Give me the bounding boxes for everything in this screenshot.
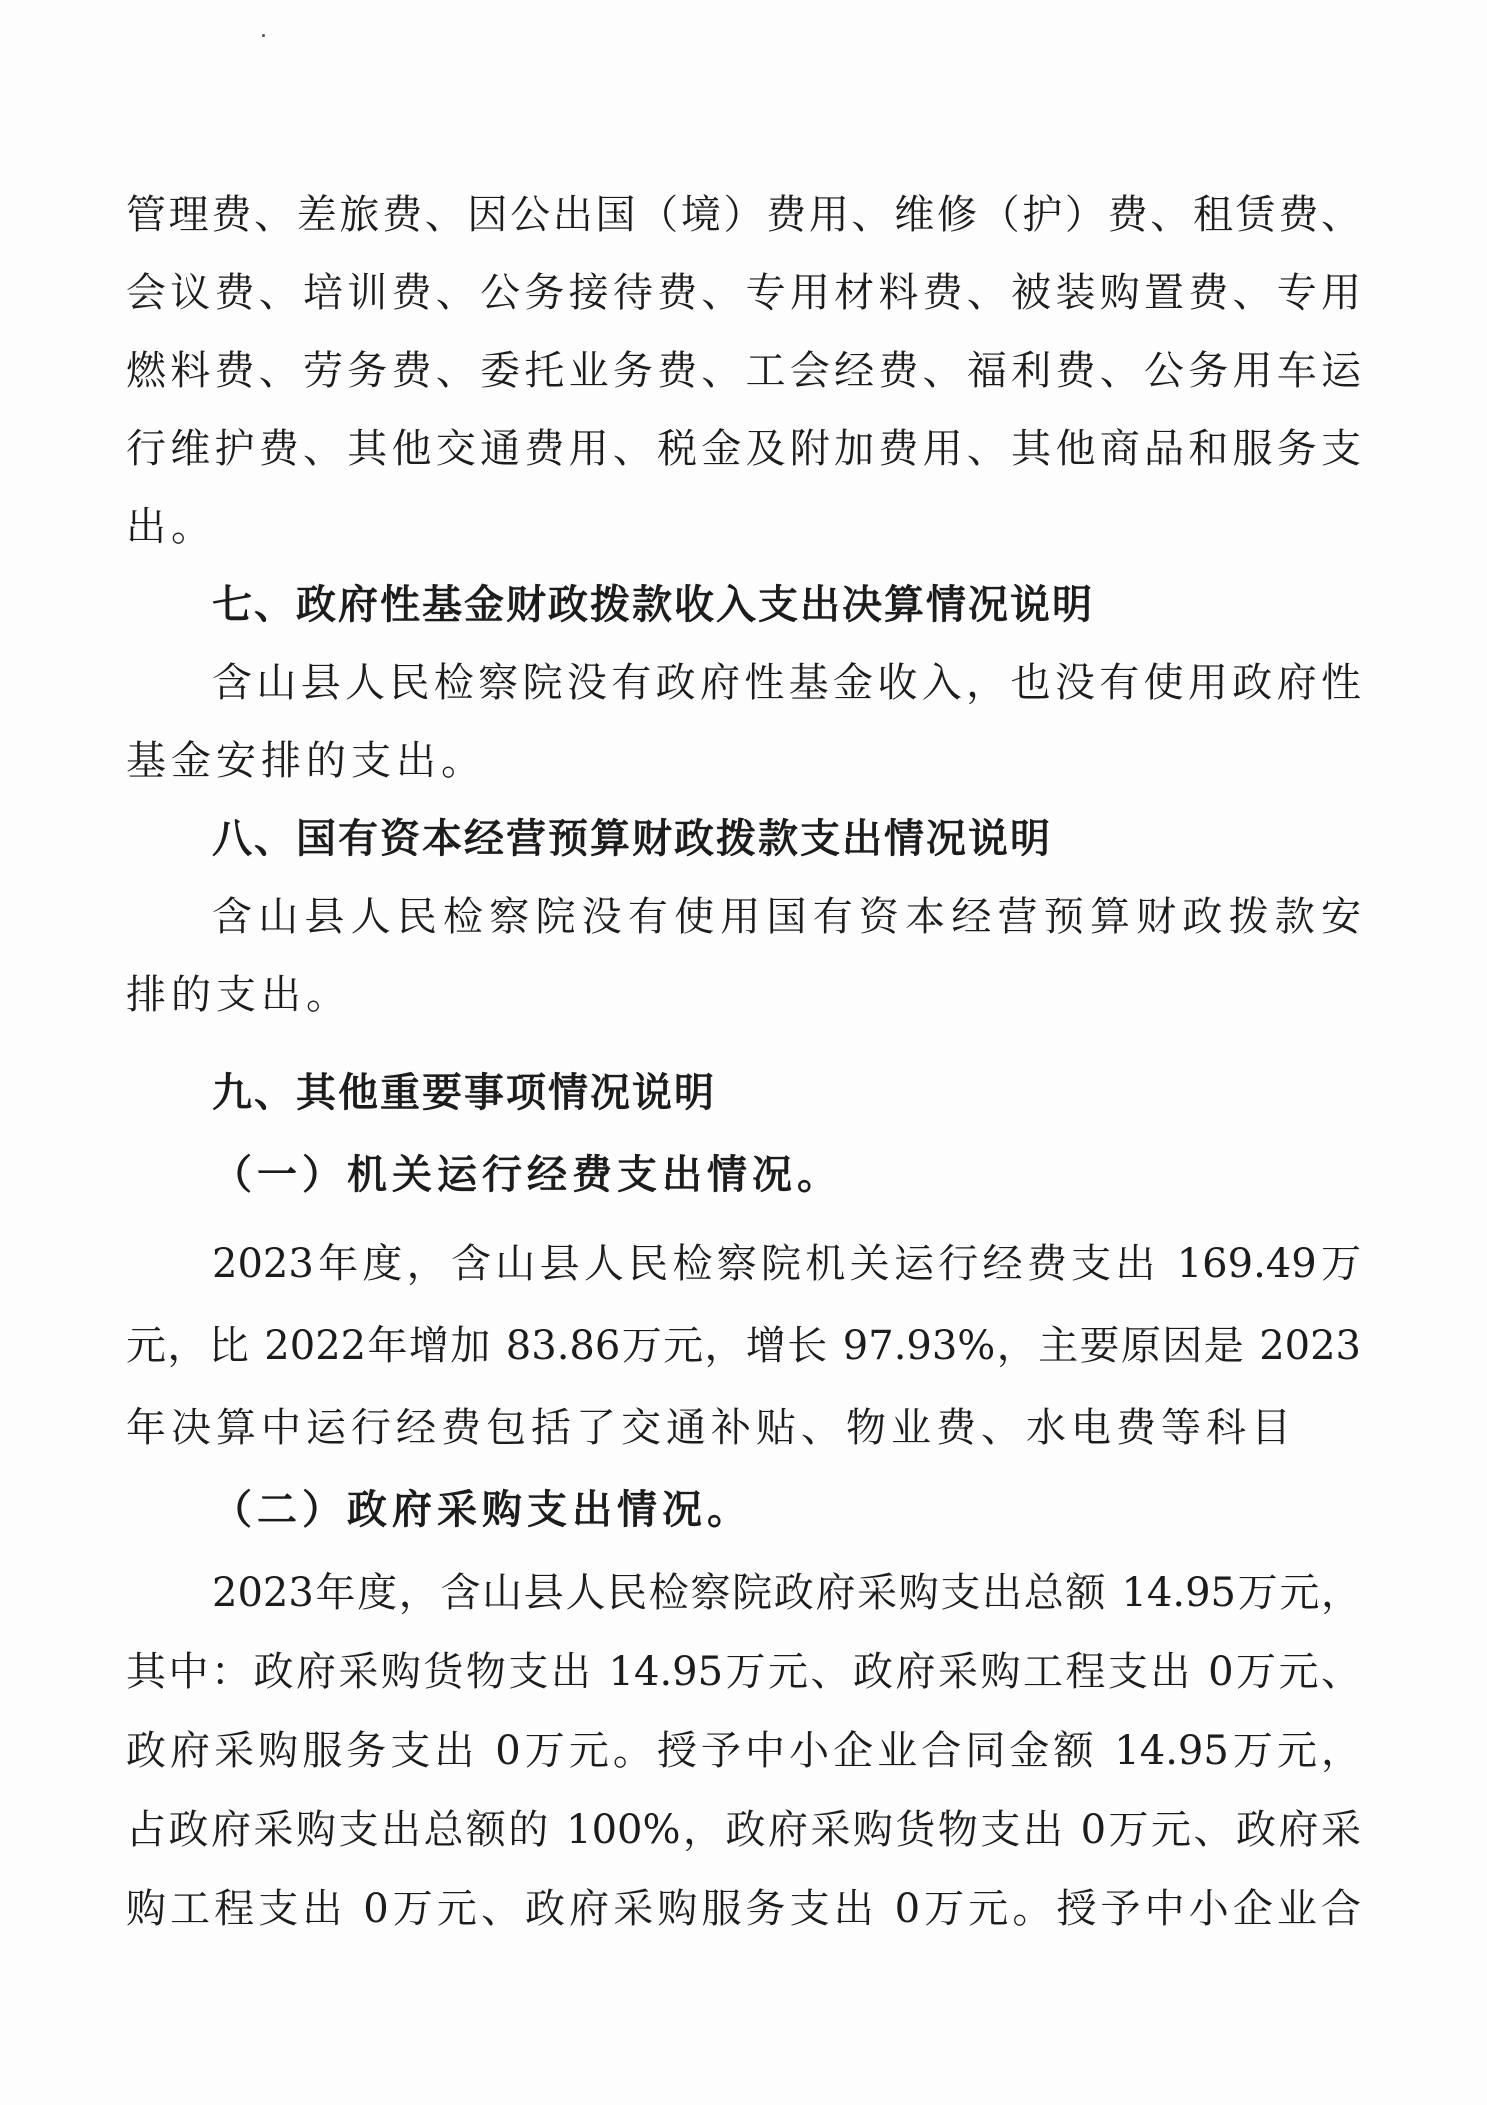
section-heading-7: 七、政府性基金财政拨款收入支出决算情况说明 [212,582,1094,628]
body-line: 基金安排的支出。 [126,738,486,784]
body-line: 出。 [126,504,216,550]
body-line: 政府采购服务支出 0万元。授予中小企业合同金额 14.95万元， [126,1728,1361,1774]
body-line: 其中：政府采购货物支出 14.95万元、政府采购工程支出 0万元、 [126,1649,1361,1695]
body-line: 2023年度，含山县人民检察院机关运行经费支出 169.49万 [212,1241,1361,1287]
section-heading-8: 八、国有资本经营预算财政拨款支出情况说明 [212,816,1052,862]
scan-speck [262,34,265,37]
body-line: 含山县人民检察院没有政府性基金收入，也没有使用政府性 [212,660,1361,706]
body-line: 含山县人民检察院没有使用国有资本经营预算财政拨款安 [212,894,1361,940]
body-line: 燃料费、劳务费、委托业务费、工会经费、福利费、公务用车运 [126,348,1361,394]
body-line: 2023年度，含山县人民检察院政府采购支出总额 14.95万元， [212,1570,1361,1616]
body-line: 排的支出。 [126,972,351,1018]
body-line: 行维护费、其他交通费用、税金及附加费用、其他商品和服务支 [126,426,1361,472]
subheading-1: （一）机关运行经费支出情况。 [212,1151,842,1198]
body-line: 占政府采购支出总额的 100%，政府采购货物支出 0万元、政府采 [126,1807,1361,1853]
body-line: 年决算中运行经费包括了交通补贴、物业费、水电费等科目 [126,1405,1296,1451]
body-line: 购工程支出 0万元、政府采购服务支出 0万元。授予中小企业合 [126,1886,1361,1932]
body-line: 会议费、培训费、公务接待费、专用材料费、被装购置费、专用 [126,270,1361,316]
section-heading-9: 九、其他重要事项情况说明 [212,1070,716,1116]
subheading-2: （二）政府采购支出情况。 [212,1486,752,1533]
body-line: 元，比 2022年增加 83.86万元，增长 97.93%，主要原因是 2023 [126,1323,1361,1369]
body-line: 管理费、差旅费、因公出国（境）费用、维修（护）费、租赁费、 [126,192,1361,238]
